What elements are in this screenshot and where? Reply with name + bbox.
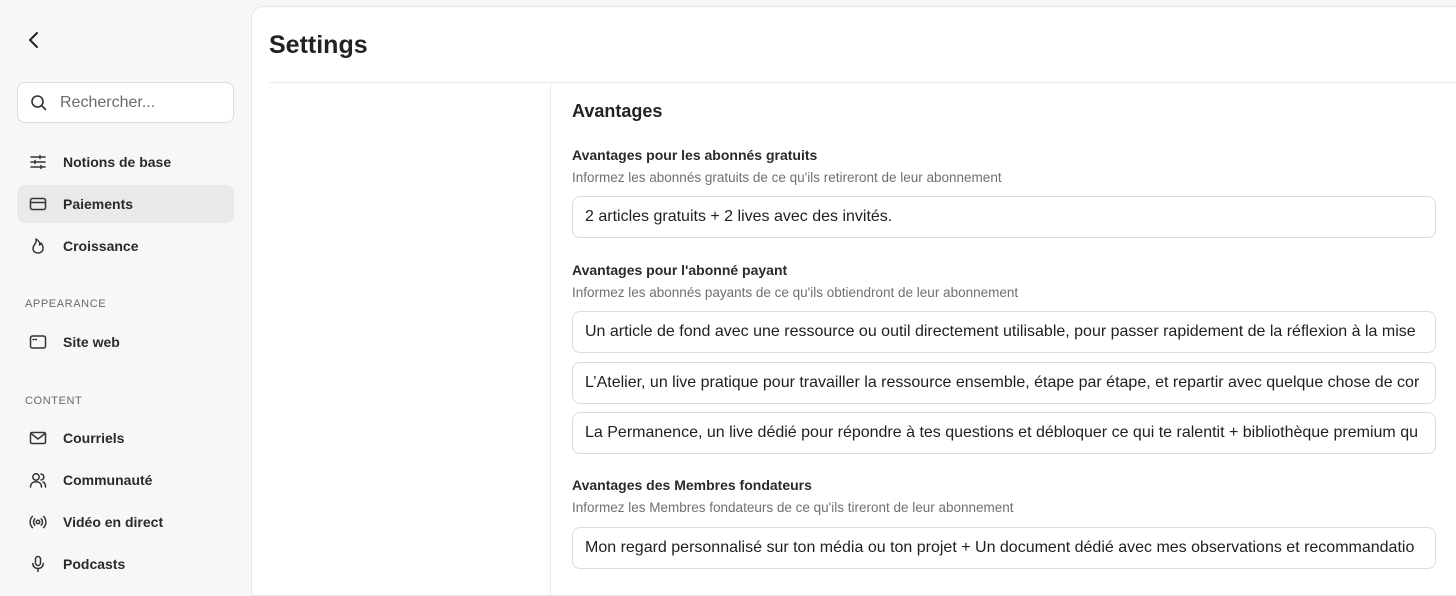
paid-benefit-input-1[interactable]: Un article de fond avec une ressource ou outil directement utilisable, pour passer rapidement de la réflexion à la mise (572, 311, 1436, 353)
sidebar-item-communaute[interactable] (17, 461, 234, 499)
sidebar-item-site-web[interactable] (17, 323, 234, 361)
sidebar-item-podcasts[interactable] (17, 545, 234, 583)
chevron-left-icon (27, 30, 41, 50)
field-label-free: Avantages pour les abonnés gratuits (572, 147, 818, 163)
field-help-paid: Informez les abonnés payants de ce qu'ils obtiendront de leur abonnement (572, 285, 1019, 300)
section-label-content: CONTENT (25, 395, 83, 407)
broadcast-icon (29, 513, 47, 531)
sidebar-item-croissance[interactable] (17, 227, 234, 265)
sidebar-item-label: Podcasts (63, 556, 126, 572)
search-input[interactable] (60, 94, 220, 112)
section-label-appearance: APPEARANCE (25, 298, 107, 310)
field-help-free: Informez les abonnés gratuits de ce qu'ils retireront de leur abonnement (572, 170, 1002, 185)
sidebar-item-label: Notions de base (63, 154, 172, 170)
search-icon (30, 94, 48, 112)
section-title-avantages: Avantages (572, 101, 663, 121)
sidebar-item-label: Croissance (63, 238, 139, 254)
main-panel (251, 6, 1456, 596)
sidebar-item-label: Vidéo en direct (63, 514, 164, 530)
flame-icon (29, 237, 47, 255)
page-title: Settings (269, 31, 368, 59)
sidebar-item-label: Courriels (63, 430, 125, 446)
header-divider (269, 82, 1456, 83)
credit-card-icon (29, 195, 47, 213)
field-label-founding: Avantages des Membres fondateurs (572, 477, 812, 493)
content-divider (550, 83, 551, 595)
mail-icon (29, 429, 47, 447)
sidebar (0, 0, 251, 585)
sliders-icon (29, 153, 47, 171)
field-label-paid: Avantages pour l'abonné payant (572, 262, 788, 278)
sidebar-item-notions-de-base[interactable] (17, 143, 234, 181)
search-box[interactable] (17, 82, 234, 123)
sidebar-item-label: Communauté (63, 472, 153, 488)
free-benefit-input[interactable]: 2 articles gratuits + 2 lives avec des invités. (572, 196, 1436, 238)
users-icon (29, 471, 47, 489)
sidebar-item-label: Paiements (63, 196, 134, 212)
paid-benefit-input-2[interactable]: L’Atelier, un live pratique pour travailler la ressource ensemble, étape par étape, et repartir avec quelque chose de cor (572, 362, 1436, 404)
founding-benefit-input[interactable]: Mon regard personnalisé sur ton média ou ton projet + Un document dédié avec mes observations et recommandatio (572, 527, 1436, 569)
sidebar-item-label: Site web (63, 334, 120, 350)
sidebar-item-paiements[interactable] (17, 185, 234, 223)
sidebar-item-courriels[interactable] (17, 419, 234, 457)
field-help-founding: Informez les Membres fondateurs de ce qu'ils tireront de leur abonnement (572, 500, 1014, 515)
browser-window-icon (29, 333, 47, 351)
paid-benefit-input-3[interactable]: La Permanence, un live dédié pour répondre à tes questions et débloquer ce qui te ralentit + bibliothèque premium qu (572, 412, 1436, 454)
back-button[interactable] (22, 28, 46, 52)
sidebar-item-video-en-direct[interactable] (17, 503, 234, 541)
microphone-icon (29, 555, 47, 573)
